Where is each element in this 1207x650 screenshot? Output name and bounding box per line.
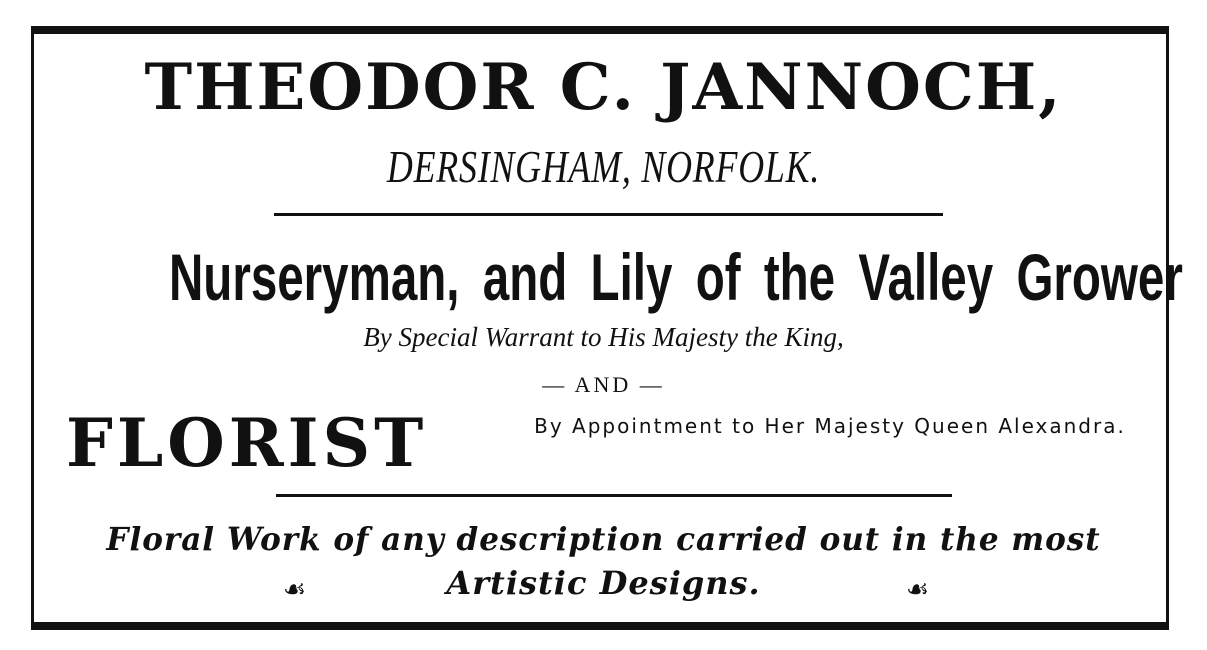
appointment-text: By Appointment to Her Majesty Queen Alexandra.	[534, 414, 1126, 438]
and-separator: — AND —	[542, 372, 665, 397]
leaf-sprig-icon: ☙	[283, 575, 307, 605]
advertiser-location: DERSINGHAM, NORFOLK.	[386, 141, 821, 192]
advertiser-name: THEODOR C. JANNOCH,	[144, 50, 1063, 125]
divider-top	[274, 213, 943, 216]
royal-warrant-text: By Special Warrant to His Majesty the King,	[363, 322, 844, 352]
divider-bottom	[276, 494, 952, 497]
trade-heading: Nurseryman, and Lily of the Valley Grower	[168, 240, 1183, 314]
florist-heading: FLORIST	[66, 404, 428, 482]
leaf-sprig-icon: ☙	[906, 575, 930, 605]
floral-work-line: Floral Work of any description carried out in the most	[106, 520, 1101, 558]
artistic-designs-line: Artistic Designs.	[446, 564, 761, 602]
